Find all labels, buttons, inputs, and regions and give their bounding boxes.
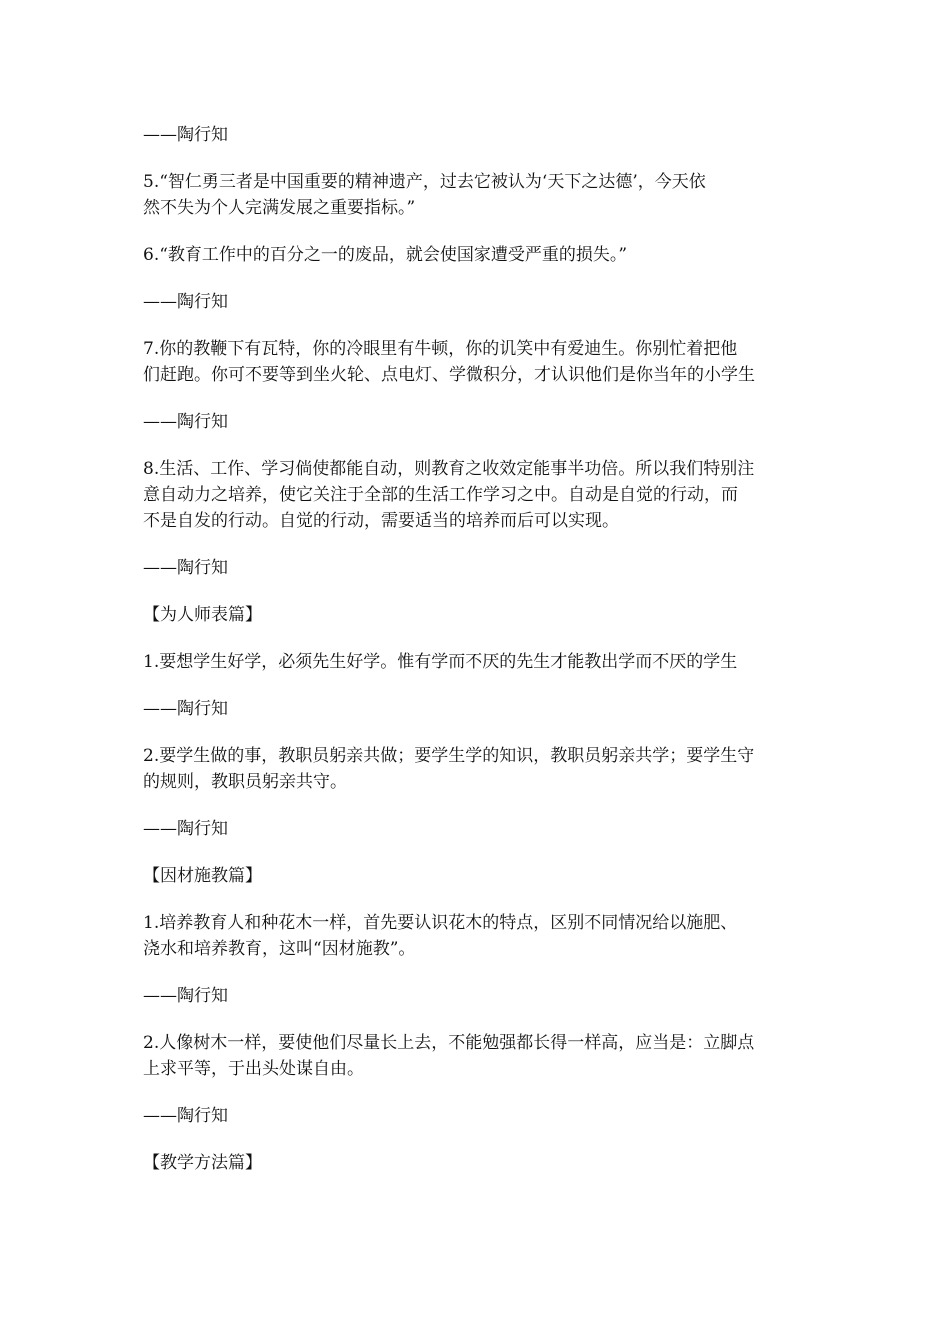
text-line: 【教学方法篇】 [143,1153,262,1173]
quote-paragraph [143,1030,811,1082]
text-line: 6.“教育工作中的百分之一的废品，就会使国家遭受严重的损失。” [143,245,628,265]
text-line: 8.生活、工作、学习倘使都能自动，则教育之收效定能事半功倍。所以我们特别注 [143,459,755,479]
text-line: ——陶行知 [143,125,228,145]
attribution [143,1103,811,1129]
text-line: 5.“智仁勇三者是中国重要的精神遗产，过去它被认为‘天下之达德’，今天依 [143,172,706,192]
quote-paragraph [143,743,811,795]
text-line: ——陶行知 [143,292,228,312]
text-line: 2.要学生做的事，教职员躬亲共做；要学生学的知识，教职员躬亲共学；要学生守 [143,746,755,766]
text-line: 【为人师表篇】 [143,605,262,625]
quote-paragraph [143,169,811,221]
quote-paragraph [143,649,811,675]
text-line: 意自动力之培养，使它关注于全部的生活工作学习之中。自动是自觉的行动，而 [143,485,738,505]
text-line: 1.培养教育人和种花木一样，首先要认识花木的特点，区别不同情况给以施肥、 [143,913,738,933]
text-line: 的规则，教职员躬亲共守。 [143,772,347,792]
attribution [143,289,811,315]
text-line: 【因材施教篇】 [143,866,262,886]
text-line: ——陶行知 [143,1106,228,1126]
section-heading [143,1150,811,1176]
text-line: 1.要想学生好学，必须先生好学。惟有学而不厌的先生才能教出学而不厌的学生 [143,652,738,672]
attribution [143,983,811,1009]
text-line: 不是自发的行动。自觉的行动，需要适当的培养而后可以实现。 [143,511,619,531]
attribution [143,555,811,581]
text-line: 2.人像树木一样，要使他们尽量长上去，不能勉强都长得一样高，应当是：立脚点 [143,1033,755,1053]
quote-paragraph [143,910,811,962]
text-line: 7.你的教鞭下有瓦特，你的冷眼里有牛顿，你的讥笑中有爱迪生。你别忙着把他 [143,339,738,359]
text-line: ——陶行知 [143,986,228,1006]
text-line: ——陶行知 [143,412,228,432]
attribution [143,122,811,148]
text-line: 上求平等，于出头处谋自由。 [143,1059,364,1079]
quote-paragraph [143,242,811,268]
text-line: 然不失为个人完满发展之重要指标。” [143,198,416,218]
section-heading [143,863,811,889]
attribution [143,816,811,842]
attribution [143,409,811,435]
attribution [143,696,811,722]
text-line: ——陶行知 [143,558,228,578]
quote-paragraph [143,336,811,388]
section-heading [143,602,811,628]
document-body [143,122,811,1197]
text-line: ——陶行知 [143,699,228,719]
text-line: 浇水和培养教育，这叫“因材施教”。 [143,939,416,959]
text-line: 们赶跑。你可不要等到坐火轮、点电灯、学微积分，才认识他们是你当年的小学生 [143,365,755,385]
quote-paragraph [143,456,811,534]
text-line: ——陶行知 [143,819,228,839]
